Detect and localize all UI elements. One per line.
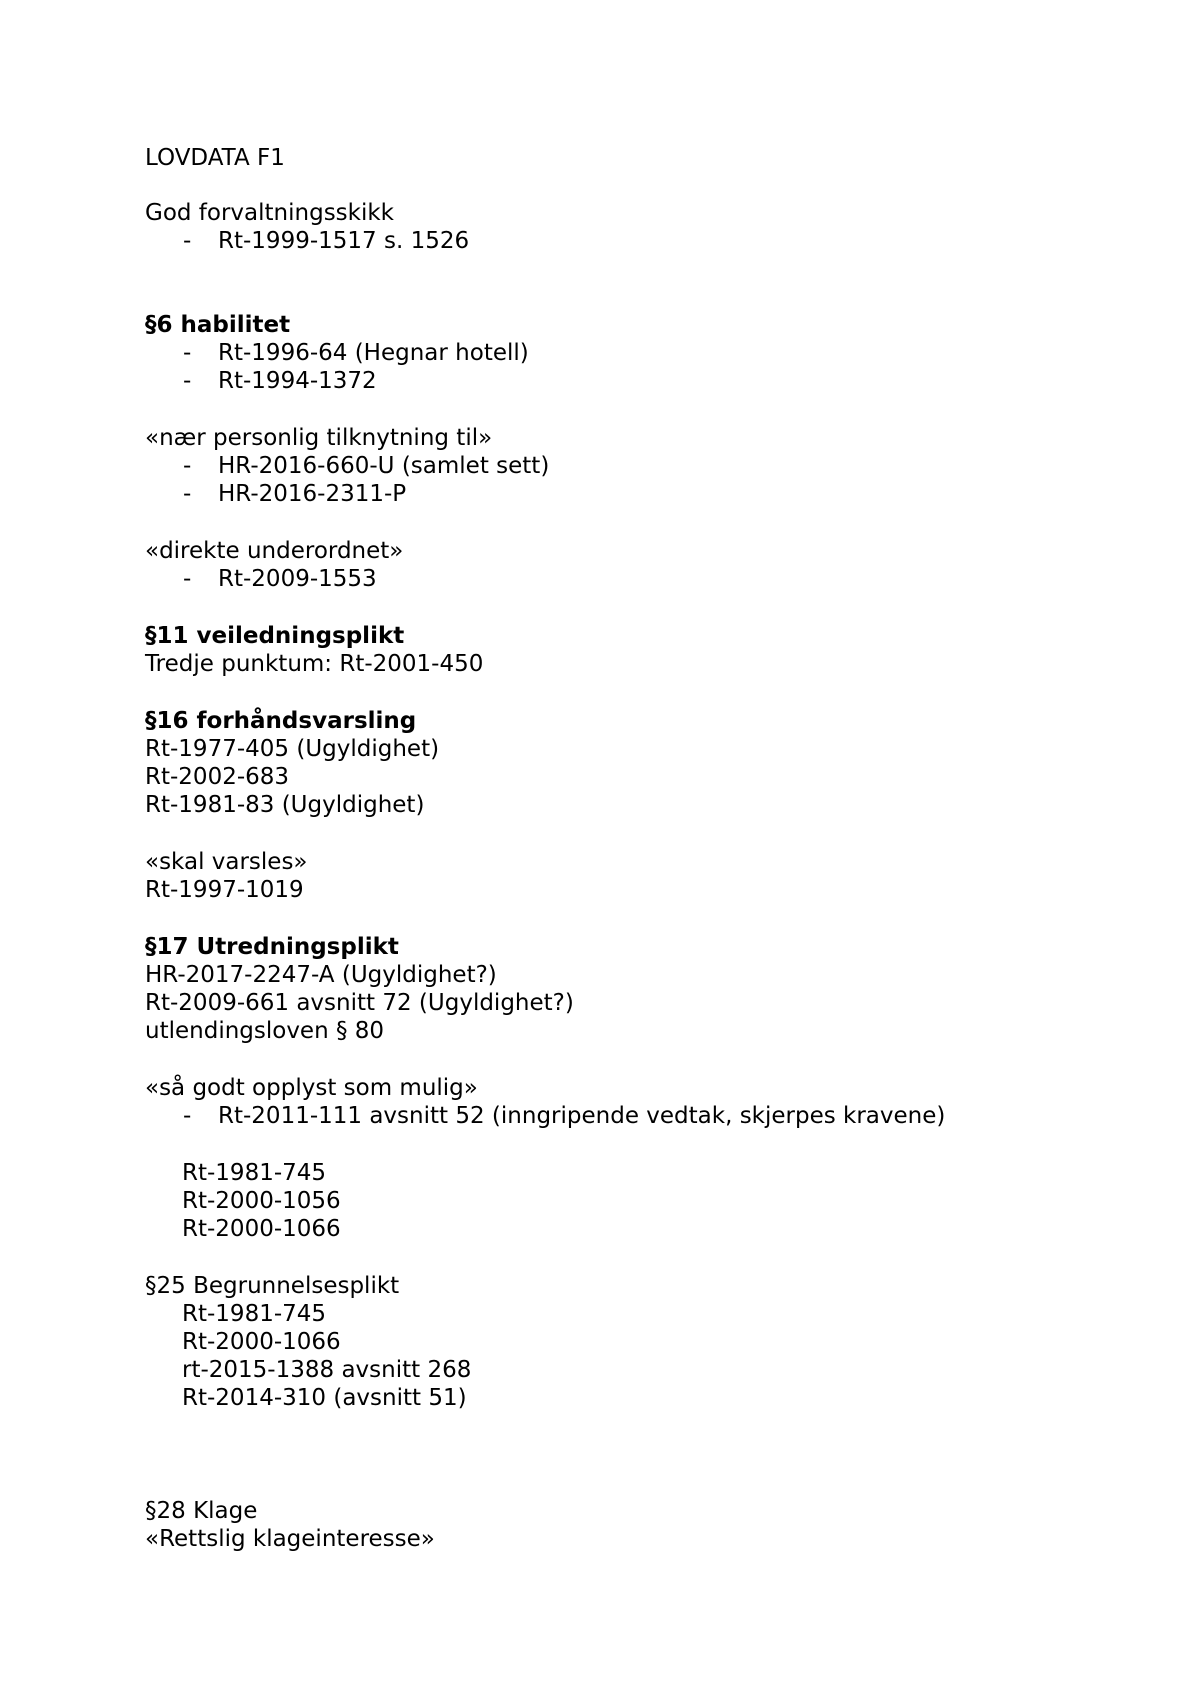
indented-line: Rt-2000-1056 <box>182 1188 341 1214</box>
bullet-dash: - <box>183 228 192 254</box>
indented-line: Rt-1981-745 <box>182 1160 327 1186</box>
bullet-dash: - <box>183 481 192 507</box>
bullet-dash: - <box>183 566 192 592</box>
bullet-dash: - <box>183 340 192 366</box>
text-line: «Rettslig klageinteresse» <box>145 1526 435 1552</box>
section-heading: §17 Utredningsplikt <box>145 934 399 960</box>
bullet-dash: - <box>183 1103 192 1129</box>
doc-title: LOVDATA F1 <box>145 145 285 171</box>
text-line: Rt-1997-1019 <box>145 877 304 903</box>
bullet-item: Rt-1994-1372 <box>218 368 377 394</box>
bullet-item: Rt-2011-111 avsnitt 52 (inngripende vedtak, skjerpes kravene) <box>218 1103 946 1129</box>
section-heading: §11 veiledningsplikt <box>145 623 405 649</box>
bullet-item: HR-2016-660-U (samlet sett) <box>218 453 550 479</box>
indented-line: Rt-2000-1066 <box>182 1216 341 1242</box>
bullet-dash: - <box>183 368 192 394</box>
section-heading: «direkte underordnet» <box>145 538 404 564</box>
text-line: Rt-1977-405 (Ugyldighet) <box>145 736 440 762</box>
bullet-item: Rt-1996-64 (Hegnar hotell) <box>218 340 529 366</box>
text-line: Rt-2002-683 <box>145 764 290 790</box>
section-heading: «nær personlig tilknytning til» <box>145 425 493 451</box>
section-heading: §25 Begrunnelsesplikt <box>145 1273 400 1299</box>
text-line: Tredje punktum: Rt-2001-450 <box>145 651 484 677</box>
indented-line: rt-2015-1388 avsnitt 268 <box>182 1357 472 1383</box>
indented-line: Rt-1981-745 <box>182 1301 327 1327</box>
indented-line: Rt-2000-1066 <box>182 1329 341 1355</box>
section-heading: «så godt opplyst som mulig» <box>145 1075 478 1101</box>
bullet-item: HR-2016-2311-P <box>218 481 407 507</box>
text-line: utlendingsloven § 80 <box>145 1018 385 1044</box>
bullet-dash: - <box>183 453 192 479</box>
section-heading: «skal varsles» <box>145 849 308 875</box>
bullet-item: Rt-2009-1553 <box>218 566 377 592</box>
text-line: Rt-1981-83 (Ugyldighet) <box>145 792 425 818</box>
text-line: HR-2017-2247-A (Ugyldighet?) <box>145 962 497 988</box>
section-heading: §16 forhåndsvarsling <box>145 708 417 734</box>
text-line: Rt-2009-661 avsnitt 72 (Ugyldighet?) <box>145 990 574 1016</box>
indented-line: Rt-2014-310 (avsnitt 51) <box>182 1385 467 1411</box>
section-heading: §28 Klage <box>145 1498 258 1524</box>
bullet-item: Rt-1999-1517 s. 1526 <box>218 228 470 254</box>
section-heading: §6 habilitet <box>145 312 291 338</box>
section-heading: God forvaltningsskikk <box>145 200 395 226</box>
